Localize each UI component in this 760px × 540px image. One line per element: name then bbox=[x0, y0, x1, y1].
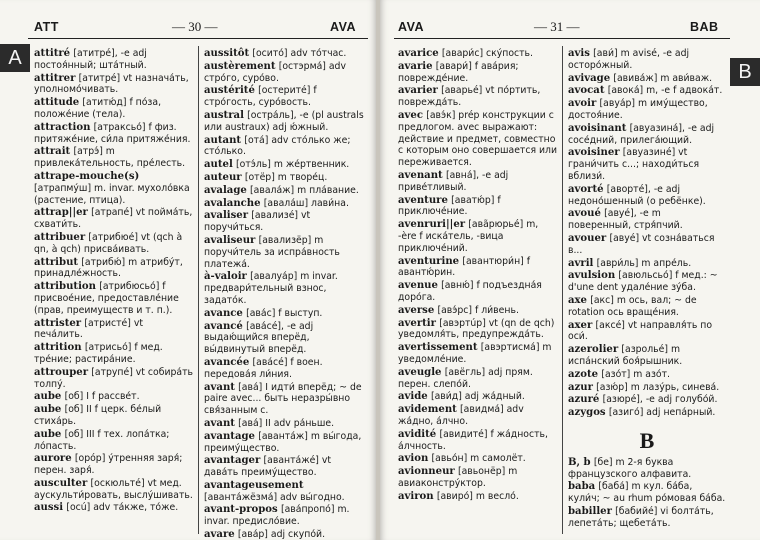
entry-headword: avance bbox=[204, 307, 243, 319]
entry-headword: avertir bbox=[398, 317, 436, 329]
entry-headword: avenue bbox=[398, 280, 438, 292]
dictionary-entry bbox=[34, 146, 194, 170]
entry-headword: aube bbox=[34, 404, 62, 416]
dictionary-entry bbox=[34, 391, 194, 403]
entry-definition: [аванта́ж] m вы́года, преиму́щество. bbox=[204, 430, 362, 454]
dictionary-entry bbox=[568, 295, 726, 319]
entry-headword: axe bbox=[568, 294, 587, 306]
dictionary-entry bbox=[204, 172, 364, 184]
dictionary-entry bbox=[204, 455, 364, 479]
dictionary-entry bbox=[204, 48, 364, 60]
dictionary-entry bbox=[568, 270, 726, 294]
dictionary-entry bbox=[204, 480, 364, 504]
entry-headword: avoir bbox=[568, 98, 597, 110]
dictionary-entry bbox=[398, 280, 558, 304]
entry-definition: [осито́] adv то́тчас. bbox=[252, 48, 347, 59]
entry-definition: [авиро́] m весло́. bbox=[436, 490, 519, 502]
entry-definition: [ава́] II adv ра́ньше. bbox=[238, 417, 335, 429]
entry-headword: avionneur bbox=[398, 466, 455, 478]
dictionary-entry bbox=[568, 208, 726, 232]
entry-headword: avec bbox=[398, 109, 423, 121]
entry-definition: [авалуа́р] m invar. предвари́тельный взнос, задато́к. bbox=[204, 271, 338, 306]
entry-definition: [атрибюсьо́] f присвое́ние, предоставле́ние (прав, преимуществ и т. п.). bbox=[34, 281, 179, 316]
dictionary-entry bbox=[204, 235, 364, 270]
thumb-tab-b: B bbox=[730, 58, 760, 86]
entry-definition: [атитрé] vt назнача́ть, уполномо́чивать. bbox=[34, 72, 189, 96]
dictionary-entry bbox=[34, 318, 194, 342]
dictionary-entry bbox=[398, 453, 558, 465]
entry-headword: aviron bbox=[398, 490, 434, 502]
dictionary-entry bbox=[204, 308, 364, 320]
dictionary-entry bbox=[568, 147, 726, 182]
entry-headword: azur bbox=[568, 381, 593, 393]
entry-headword: baba bbox=[568, 481, 596, 493]
left-page-number: — 30 — bbox=[172, 19, 218, 34]
dictionary-entry bbox=[398, 429, 558, 453]
entry-headword: axer bbox=[568, 319, 593, 331]
entry-definition: [авидитé] f жа́дность, а́лчность. bbox=[398, 428, 548, 452]
dictionary-entry bbox=[34, 453, 194, 477]
entry-definition: [оскюльтé] vt мед. аускульти́ровать, выслу́шивать. bbox=[34, 477, 193, 501]
dictionary-entry bbox=[34, 429, 194, 453]
left-last-headword: AVA bbox=[330, 20, 357, 34]
entry-definition: [атрибю́] m атрибу́т, принадле́жность. bbox=[34, 256, 183, 280]
entry-headword: avalage bbox=[204, 184, 247, 196]
entry-headword: austral bbox=[204, 109, 244, 121]
entry-definition: [ава́] I идти́ вперёд; ~ de paire avec... быть неразры́вно свя́занным с. bbox=[204, 381, 362, 417]
entry-headword: azygos bbox=[568, 407, 606, 419]
entry-definition: [отэ́ль] m же́ртвенник. bbox=[236, 159, 350, 171]
entry-definition: [авала́ш] лави́на. bbox=[263, 197, 349, 209]
entry-definition: [авива́ж] m ави́важ. bbox=[613, 72, 713, 84]
entry-headword: avalanche bbox=[204, 197, 261, 209]
entry-headword: aube bbox=[34, 391, 62, 403]
dictionary-entry bbox=[568, 369, 726, 381]
dictionary-entry bbox=[34, 48, 194, 72]
entry-headword: avarier bbox=[398, 85, 438, 97]
entry-definition: [авна́], -e adj приве́тливый. bbox=[398, 169, 509, 193]
entry-definition: [авуé] vt созна́ваться в... bbox=[568, 232, 715, 256]
dictionary-entry bbox=[204, 61, 364, 85]
entry-headword: avril bbox=[568, 257, 594, 269]
right-column-2 bbox=[568, 48, 726, 530]
entry-headword: avaliseur bbox=[204, 234, 256, 246]
dictionary-entry bbox=[398, 466, 558, 490]
entry-headword: avant-propos bbox=[204, 504, 278, 516]
entry-headword: avancée bbox=[204, 356, 250, 368]
entry-headword: avivage bbox=[568, 72, 611, 84]
dictionary-entry bbox=[34, 97, 194, 121]
entry-headword: austérité bbox=[204, 85, 255, 97]
dictionary-entry bbox=[398, 491, 558, 503]
right-page-header bbox=[380, 18, 760, 40]
entry-definition: [атрисьо́] f мед. тре́ние; растира́ние. bbox=[34, 342, 163, 365]
entry-definition: [бабийé] vi болта́ть, лепета́ть; щебета́ть. bbox=[568, 505, 714, 529]
dictionary-entry bbox=[398, 85, 558, 109]
left-page bbox=[0, 0, 376, 540]
entry-definition: [авуазина́], -e adj сосе́дний, прилега́ющий. bbox=[568, 122, 715, 146]
dictionary-entry bbox=[204, 185, 364, 197]
dictionary-entry bbox=[398, 318, 558, 342]
right-page-number: — 31 — bbox=[534, 19, 580, 34]
entry-definition: [авализёр] m поручи́тель за испра́вность платежа́. bbox=[204, 234, 340, 270]
entry-headword: avant bbox=[204, 381, 235, 393]
entry-definition: [авню́] f подъездна́я доро́га. bbox=[398, 280, 542, 303]
entry-headword: avaliser bbox=[204, 210, 249, 222]
dictionary-entry bbox=[568, 98, 726, 122]
entry-headword: avenant bbox=[398, 169, 443, 181]
dictionary-entry bbox=[398, 195, 558, 219]
entry-headword: attitude bbox=[34, 97, 80, 109]
entry-definition: [баба́] m кул. ба́ба, кули́ч; ~ au rhum ро́мовая ба́ба. bbox=[568, 481, 726, 505]
entry-headword: attrape-mouche(s) bbox=[34, 170, 140, 182]
dictionary-entry bbox=[204, 321, 364, 356]
entry-definition: [орóр] у́тренняя заря́; перен. заря́. bbox=[34, 453, 183, 477]
dictionary-entry bbox=[398, 391, 558, 403]
entry-headword: avis bbox=[568, 48, 590, 59]
entry-definition: [атристé] vt печа́лить. bbox=[34, 317, 143, 341]
entry-definition: [авэртúр] vt (qn de qch) уведомля́ть, предупрежда́ть. bbox=[398, 317, 555, 341]
entry-headword: avidement bbox=[398, 404, 457, 416]
dictionary-entry bbox=[34, 404, 194, 428]
entry-headword: avidité bbox=[398, 428, 437, 440]
entry-definition: [атрупé] vt собира́ть толпу́. bbox=[34, 366, 193, 390]
dictionary-entry bbox=[568, 394, 726, 406]
left-first-headword: ATT bbox=[34, 20, 59, 34]
entry-headword: averse bbox=[398, 304, 435, 316]
dictionary-entry bbox=[568, 85, 726, 97]
right-page bbox=[380, 0, 760, 540]
entry-headword: aveugle bbox=[398, 366, 442, 378]
right-first-headword: AVA bbox=[398, 20, 425, 34]
entry-headword: attribution bbox=[34, 281, 96, 293]
dictionary-entry bbox=[398, 305, 558, 317]
dictionary-entry bbox=[568, 233, 726, 257]
entry-headword: aussi bbox=[34, 502, 64, 514]
entry-headword: avenruri||er bbox=[398, 219, 466, 231]
entry-definition: [авэ́рс] f ли́вень. bbox=[437, 304, 519, 316]
dictionary-entry bbox=[204, 135, 364, 159]
entry-definition: [отёр] m творе́ц. bbox=[244, 171, 328, 183]
entry-definition: [азю́р] m лазу́рь, синева́. bbox=[596, 381, 720, 393]
entry-headword: B, b bbox=[568, 456, 591, 468]
entry-headword: azerolier bbox=[568, 344, 619, 356]
dictionary-entry bbox=[34, 122, 194, 146]
entry-definition: [аварьé] vt по́ртить, поврежда́ть. bbox=[398, 85, 541, 109]
dictionary-entry bbox=[398, 110, 558, 169]
entry-headword: attitrer bbox=[34, 72, 76, 84]
entry-headword: avertissement bbox=[398, 342, 478, 354]
entry-headword: autant bbox=[204, 134, 242, 146]
entry-headword: avarie bbox=[398, 60, 433, 72]
entry-headword: attrap||er bbox=[34, 207, 88, 219]
entry-definition: [остэрма́] adv стро́го, суро́во. bbox=[204, 60, 346, 84]
entry-definition: [аванта́жёзма́] adv вы́годно. bbox=[204, 491, 345, 503]
dictionary-entry bbox=[568, 320, 726, 344]
dictionary-entry bbox=[568, 481, 726, 505]
right-column-2-entries-b bbox=[568, 457, 726, 530]
entry-definition: [аври́ль] m апре́ль. bbox=[596, 257, 692, 269]
dictionary-entry bbox=[398, 170, 558, 194]
entry-definition: [авока́] m, -e f адвока́т. bbox=[607, 85, 723, 97]
right-last-headword: BAB bbox=[690, 20, 719, 34]
entry-definition: [авюльсьо́] f мед.: ~ d'une dent удале́ние зу́ба. bbox=[568, 270, 718, 294]
entry-definition: [аксé] vt направля́ть по оси́. bbox=[568, 319, 713, 343]
entry-definition: [авьо́н] m самолёт. bbox=[431, 453, 526, 465]
dictionary-entry bbox=[398, 48, 558, 60]
dictionary-entry bbox=[568, 258, 726, 270]
entry-definition: [атитрé], -e adj постоя́нный; шта́тный. bbox=[34, 48, 147, 71]
entry-headword: azuré bbox=[568, 394, 600, 406]
entry-headword: attrait bbox=[34, 146, 71, 158]
entry-headword: attrouper bbox=[34, 366, 89, 378]
entry-headword: babiller bbox=[568, 505, 612, 517]
entry-definition: [ава́с] f выступ. bbox=[246, 307, 323, 319]
dictionary-entry bbox=[34, 207, 194, 231]
entry-definition: [об] II f церк. бе́лый стиха́рь. bbox=[34, 404, 162, 427]
entry-definition: [ава́сé] f воен. передова́я ли́ния. bbox=[204, 356, 323, 380]
entry-definition: [атрапму́ш] m. invar. мухоло́вка (растение, птица). bbox=[34, 182, 190, 206]
dictionary-entry bbox=[34, 73, 194, 97]
entry-definition: [акс] m ось, вал; ~ de rotation ось враще́ния. bbox=[568, 294, 697, 318]
dictionary-entry bbox=[204, 198, 364, 210]
entry-headword: auteur bbox=[204, 171, 242, 183]
entry-definition: [авари́] f ава́рия; поврежде́ние. bbox=[398, 60, 519, 84]
dictionary-entry bbox=[34, 502, 194, 514]
dictionary-entry bbox=[204, 85, 364, 109]
entry-definition: [ава́р] adj скупо́й. bbox=[237, 529, 326, 540]
dictionary-entry bbox=[34, 342, 194, 366]
entry-headword: avoisinant bbox=[568, 122, 627, 134]
left-header-rule bbox=[28, 38, 368, 39]
entry-headword: attrition bbox=[34, 342, 82, 354]
entry-definition: [авуé], -e m поверенный, стря́пчий. bbox=[568, 208, 683, 232]
dictionary-entry bbox=[204, 382, 364, 417]
dictionary-entry bbox=[398, 256, 558, 280]
thumb-tab-a: A bbox=[0, 44, 30, 72]
dictionary-entry bbox=[204, 529, 364, 540]
entry-headword: aventure bbox=[398, 194, 448, 206]
entry-definition: [ава́пропо́] m. invar. предисло́вие. bbox=[204, 504, 350, 528]
left-page-header bbox=[0, 18, 376, 40]
dictionary-entry bbox=[34, 367, 194, 391]
entry-definition: [авантюри́н] f авантю́рин. bbox=[398, 255, 531, 279]
dictionary-entry bbox=[34, 257, 194, 281]
entry-headword: avorté bbox=[568, 183, 604, 195]
entry-definition: [авёгль] adj прям. перен. слепо́й. bbox=[398, 366, 533, 390]
entry-headword: attrister bbox=[34, 317, 82, 329]
entry-definition: [аванта́жé] vt дава́ть преиму́щество. bbox=[204, 455, 332, 479]
left-column-1 bbox=[34, 48, 194, 515]
entry-headword: avulsion bbox=[568, 270, 616, 282]
entry-definition: [авэртисма́] m уведомле́ние. bbox=[398, 342, 552, 365]
entry-headword: aube bbox=[34, 428, 62, 440]
entry-headword: avoué bbox=[568, 208, 601, 220]
entry-headword: attitré bbox=[34, 48, 71, 59]
entry-headword: attribut bbox=[34, 256, 79, 268]
entry-definition: [авьонёр] m авиаконстру́ктор. bbox=[398, 466, 518, 489]
entry-headword: avantager bbox=[204, 455, 261, 467]
right-column-2-entries bbox=[568, 48, 726, 419]
entry-definition: [азиго́] adj непа́рный. bbox=[608, 407, 716, 419]
dictionary-entry bbox=[204, 110, 364, 134]
entry-definition: [авуа́р] m иму́щество, достоя́ние. bbox=[568, 98, 708, 121]
entry-headword: avarice bbox=[398, 48, 439, 59]
entry-headword: aussitôt bbox=[204, 48, 250, 59]
entry-headword: attribuer bbox=[34, 231, 86, 243]
dictionary-entry bbox=[398, 219, 558, 254]
entry-headword: avoisiner bbox=[568, 147, 620, 159]
entry-definition: [ава̃рюрьé] m, -ère f иска́тель, -вица приключе́ний. bbox=[398, 219, 539, 254]
entry-definition: [авари́с] ску́пость. bbox=[441, 48, 533, 59]
dictionary-entry bbox=[204, 357, 364, 381]
entry-headword: avion bbox=[398, 453, 429, 465]
entry-headword: attraction bbox=[34, 121, 91, 133]
entry-definition: [азюрé], -e adj голубо́й. bbox=[602, 394, 718, 406]
entry-headword: azote bbox=[568, 368, 599, 380]
entry-headword: avantageusement bbox=[204, 479, 304, 491]
entry-definition: [атрэ́] m привлека́тельность, пре́лесть. bbox=[34, 146, 186, 170]
dictionary-entry bbox=[568, 48, 726, 72]
dictionary-entry bbox=[398, 342, 558, 366]
entry-definition: [атраксьо́] f физ. притяже́ние, си́ла притяже́ния. bbox=[34, 121, 191, 145]
entry-definition: [ота́] adv сто́лько же; сто́лько. bbox=[204, 134, 351, 158]
entry-definition: [азрольé] m испа́нский боя́рышник. bbox=[568, 344, 683, 367]
dictionary-entry bbox=[398, 404, 558, 428]
entry-headword: avocat bbox=[568, 85, 605, 97]
entry-headword: avouer bbox=[568, 232, 607, 244]
dictionary-entry bbox=[568, 457, 726, 481]
entry-definition: [остра́ль], -e (pl australs или austraux) adj ю́жный. bbox=[204, 109, 364, 133]
dictionary-entry bbox=[204, 271, 364, 306]
entry-headword: avide bbox=[398, 391, 428, 403]
entry-definition: [атрибюé] vt (qch à qn, à qch) присва́ивать. bbox=[34, 231, 183, 255]
dictionary-entry bbox=[568, 407, 726, 419]
entry-definition: [ави́д] adj жа́дный. bbox=[430, 391, 525, 403]
entry-definition: [авала́ж] m пла́вание. bbox=[250, 184, 359, 196]
entry-headword: avare bbox=[204, 529, 235, 540]
entry-headword: avant bbox=[204, 417, 235, 429]
entry-definition: [ави́] m avisé, -e adj осторо́жный. bbox=[568, 48, 690, 71]
entry-definition: [атитю́д] f по́за, положе́ние (тела). bbox=[34, 97, 162, 120]
dictionary-entry bbox=[568, 184, 726, 208]
dictionary-entry bbox=[204, 159, 364, 171]
dictionary-entry bbox=[34, 171, 194, 206]
entry-definition: [авализé] vt поручи́ться. bbox=[204, 210, 311, 234]
entry-definition: [аватю́р] f приключе́ние. bbox=[398, 194, 501, 218]
entry-definition: [авэ́к] prép конструкции с предлогом. avec выражают: действие и предмет, совместно с которым оно совершается или переживается. bbox=[398, 109, 558, 169]
entry-definition: [авортé], -e adj недоно́шенный (о ребёнке). bbox=[568, 183, 706, 207]
entry-headword: ausculter bbox=[34, 477, 88, 489]
dictionary-entry bbox=[568, 73, 726, 85]
left-column-divider bbox=[198, 46, 199, 534]
dictionary-entry bbox=[568, 123, 726, 147]
right-column-1 bbox=[398, 48, 558, 503]
entry-headword: aventurine bbox=[398, 255, 460, 267]
dictionary-entry bbox=[34, 281, 194, 316]
entry-headword: autel bbox=[204, 159, 233, 171]
entry-definition: [ава́сé], -e adj выдаю́щийся вперёд, вы́двинутый вперёд. bbox=[204, 320, 314, 356]
dictionary-entry bbox=[568, 382, 726, 394]
entry-headword: aurore bbox=[34, 453, 72, 465]
entry-definition: [атрапé] vt пойма́ть, схвати́ть. bbox=[34, 207, 193, 231]
entry-definition: [авуазинé] vt грани́чить с...; находи́ться вблизи́. bbox=[568, 147, 700, 182]
dictionary-entry bbox=[204, 418, 364, 430]
dictionary-entry bbox=[204, 431, 364, 455]
entry-headword: à-valoir bbox=[204, 271, 247, 283]
entry-definition: [бе] m 2-я буква французского алфавита. bbox=[568, 456, 692, 480]
dictionary-entry bbox=[204, 210, 364, 234]
entry-definition: [об] I f рассве́т. bbox=[64, 391, 140, 403]
right-column-divider bbox=[562, 46, 563, 534]
entry-definition: [осú] adv та́кже, то́же. bbox=[66, 502, 179, 514]
entry-headword: avantage bbox=[204, 430, 255, 442]
left-column-2 bbox=[204, 48, 364, 540]
dictionary-entry bbox=[398, 367, 558, 391]
section-letter-b: B bbox=[639, 427, 655, 453]
dictionary-entry bbox=[34, 478, 194, 502]
entry-definition: [авидма́] adv жа́дно, а́лчно. bbox=[398, 404, 524, 427]
dictionary-entry bbox=[568, 344, 726, 368]
entry-definition: [азо́т] m азо́т. bbox=[601, 368, 670, 380]
dictionary-entry bbox=[34, 232, 194, 256]
entry-headword: austèrement bbox=[204, 60, 276, 72]
dictionary-entry bbox=[568, 506, 726, 530]
entry-definition: [остеритé] f стро́гость, суро́вость. bbox=[204, 85, 317, 109]
dictionary-entry bbox=[398, 61, 558, 85]
dictionary-entry bbox=[204, 504, 364, 528]
entry-definition: [об] III f тех. лопа́тка; ло́пасть. bbox=[34, 428, 170, 452]
entry-headword: avancé bbox=[204, 320, 243, 332]
right-header-rule bbox=[394, 38, 730, 39]
